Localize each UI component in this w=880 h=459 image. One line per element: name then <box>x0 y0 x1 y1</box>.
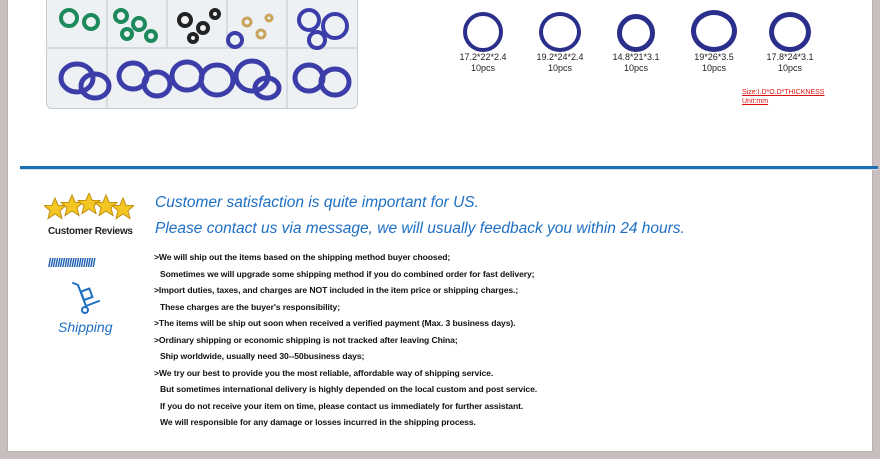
size-note-unit: Unit:mm <box>742 98 769 105</box>
policy-line: If you do not receive your item on time, please contact us immediately for further assistant. <box>160 400 524 411</box>
policy-line: These charges are the buyer's responsibility; <box>160 301 340 312</box>
customer-reviews-label: Customer Reviews <box>48 226 133 237</box>
policy-line: >The items will be ship out soon when received a verified payment (Max. 3 business days). <box>154 318 516 328</box>
oring-item <box>591 14 681 74</box>
star-rating-icon <box>44 193 134 223</box>
shipping-policy <box>154 252 854 434</box>
oring-item <box>745 12 835 74</box>
oring-qty: 10pcs <box>777 63 803 73</box>
size-note <box>742 88 824 106</box>
oring-qty: 10pcs <box>623 63 649 73</box>
hand-truck-icon <box>70 280 102 314</box>
shipping-label: Shipping <box>58 319 113 335</box>
oring-icon <box>463 12 503 52</box>
policy-line: >Ordinary shipping or economic shipping is not tracked after leaving China; <box>154 334 458 345</box>
policy-line: >We will ship out the items based on the shipping method buyer choosed; <box>154 252 451 262</box>
page-frame <box>8 0 872 451</box>
policy-line: >We try our best to provide you the most reliable, affordable way of shipping service. <box>154 367 494 378</box>
oring-spec: 19*26*3.5 <box>694 52 734 62</box>
oring-spec: 14.8*21*3.1 <box>612 52 660 62</box>
star-icon <box>61 195 83 216</box>
policy-line: Sometimes we will upgrade some shipping method if you do combined order for fast delivery; <box>160 268 535 279</box>
policy-line: But sometimes international delivery is highly depended on the local custom and post service. <box>160 384 538 394</box>
policy-line: Ship worldwide, usually need 30--50business days; <box>160 351 365 361</box>
oring-qty: 10pcs <box>470 63 496 73</box>
oring-icon <box>617 14 655 52</box>
star-icon <box>112 198 134 219</box>
oring-icon <box>691 10 737 52</box>
size-note-dimensions: Size:I.D*O.D*THICKNESS <box>742 89 825 96</box>
satisfaction-headline: Customer satisfaction is quite important for US. <box>155 194 479 211</box>
oring-spec: 17.2*22*2.4 <box>459 52 507 62</box>
oring-spec: 19.2*24*2.4 <box>536 52 584 62</box>
contact-headline: Please contact us via message, we will usually feedback you within 24 hours. <box>155 220 685 237</box>
decorative-slashes: //////////////////// <box>48 256 95 270</box>
oring-icon <box>539 12 581 52</box>
oring-spec: 17.8*24*3.1 <box>766 52 814 62</box>
policy-line: >Import duties, taxes, and charges are NOT included in the item price or shipping charges.; <box>154 285 519 295</box>
oring-qty: 10pcs <box>547 63 573 73</box>
policy-line: We will responsible for any damage or losses incurred in the shipping process. <box>160 417 476 427</box>
oring-spec-row <box>448 10 868 80</box>
section-divider-shadow <box>20 169 878 170</box>
star-icon <box>44 198 66 219</box>
oring-qty: 10pcs <box>701 63 727 73</box>
oring-kit-illustration <box>47 0 357 108</box>
oring-icon <box>769 12 811 52</box>
oring-kit-image <box>46 0 358 109</box>
